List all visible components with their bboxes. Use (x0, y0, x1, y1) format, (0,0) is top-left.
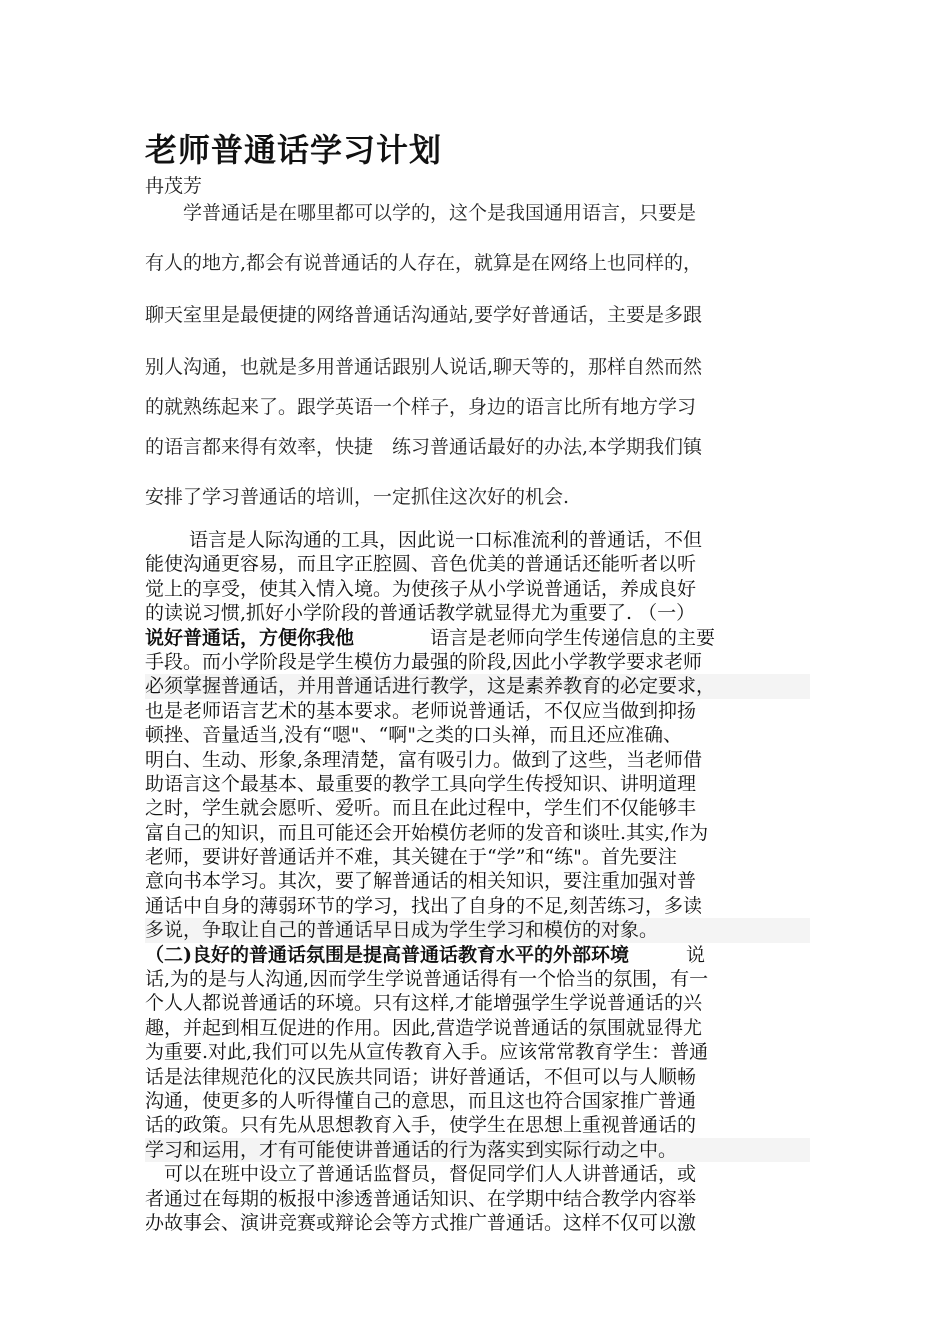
intro-paragraph (145, 200, 810, 510)
body-line (145, 601, 810, 625)
body-line-text: 能使沟通更容易，而且字正腔圆、音色优美的普通话还能听者以听 (145, 553, 697, 576)
body-line-text: 者通过在每期的板报中渗透普通话知识、在学期中结合教学内容举 (145, 1187, 697, 1210)
body-line-text: 的读说习惯,抓好小学阶段的普通话教学就显得尤为重要了. （一） (145, 602, 696, 625)
intro-line: 安排了学习普通话的培训，一定抓住这次好的机会. (145, 486, 570, 508)
section-heading: 说好普通话，方便你我他 (145, 626, 355, 649)
body-line (145, 821, 810, 845)
body-line (145, 1113, 810, 1137)
body-line (145, 1016, 810, 1040)
body-line (145, 1187, 810, 1211)
body-line-text: 语言是人际沟通的工具，因此说一口标准流利的普通话，不但 (145, 529, 703, 551)
body-line-text: 话,为的是与人沟通,因而学生学说普通话得有一个恰当的氛围，有一 (145, 968, 709, 991)
body-line-text: 手段。而小学阶段是学生模仿力最强的阶段,因此小学教学要求老师 (145, 650, 703, 673)
body-line (145, 1040, 810, 1064)
intro-line: 聊天室里是最便捷的网络普通话沟通站,要学好普通话，主要是多跟 (145, 304, 703, 326)
body-line (145, 528, 810, 552)
body-line-text: 富自己的知识，而且可能还会开始模仿老师的发音和谈吐.其实,作为 (145, 821, 709, 844)
body-line-text: 通话中自身的薄弱环节的学习，找出了自身的不足,刻苦练习，多读 (145, 894, 703, 917)
body-line-text: 之时，学生就会愿听、爱听。而且在此过程中，学生们不仅能够丰 (145, 797, 697, 820)
body-line (145, 626, 810, 650)
body-line-text: 顿挫、音量适当,没有“嗯"、“啊"之类的口头禅，而且还应准确、 (145, 724, 682, 747)
body-line (145, 918, 810, 942)
body-line (145, 796, 810, 820)
intro-line: 的语言都来得有效率，快捷 练习普通话最好的办法,本学期我们镇 (145, 436, 703, 458)
body-line (145, 869, 810, 893)
body-line-text: 沟通，使更多的人听得懂自己的意思，而且这也符合国家推广普通 (145, 1089, 697, 1112)
body-line-text: 也是老师语言艺术的基本要求。老师说普通话，不仅应当做到抑扬 (145, 699, 697, 722)
body-line (145, 1162, 810, 1186)
body-line-text: 助语言这个最基本、最重要的教学工具向学生传授知识、讲明道理 (145, 772, 697, 795)
body-line (145, 772, 810, 796)
body-line (145, 1089, 810, 1113)
body-line (145, 674, 810, 698)
body-line-text: 觉上的享受，使其入情入境。为使孩子从小学说普通话，养成良好 (145, 577, 697, 600)
body-line-text: 话的政策。只有先从思想教育入手，使学生在思想上重视普通话的 (145, 1114, 697, 1137)
body-line (145, 894, 810, 918)
body-line-text: 语言是老师向学生传递信息的主要 (354, 626, 716, 649)
body-line-text: 说 (629, 943, 706, 966)
body-line-text: 必须掌握普通话，并用普通话进行教学，这是素养教育的必定要求， (145, 675, 716, 698)
body-line (145, 1065, 810, 1089)
body-line-text: 明白、生动、形象,条理清楚，富有吸引力。做到了这些，当老师借 (145, 748, 703, 771)
intro-line: 的就熟练起来了。跟学英语一个样子，身边的语言比所有地方学习 (145, 396, 697, 418)
body-line-text: 办故事会、演讲竞赛或辩论会等方式推广普通话。这样不仅可以激 (145, 1211, 697, 1234)
body-line-text: 趣，并起到相互促进的作用。因此,营造学说普通话的氛围就显得尤 (145, 1016, 703, 1039)
document-content (145, 128, 810, 1235)
body-line (145, 577, 810, 601)
body-line (145, 650, 810, 674)
body-line-text: 意向书本学习。其次，要了解普通话的相关知识，要注重加强对普 (145, 870, 697, 893)
body-line (145, 699, 810, 723)
intro-line: 学普通话是在哪里都可以学的，这个是我国通用语言，只要是 (145, 202, 697, 224)
body-line-text: 个人人都说普通话的环境。只有这样,才能增强学生学说普通话的兴 (145, 992, 703, 1015)
body-line (145, 723, 810, 747)
body-line-text: 学习和运用，才有可能使讲普通话的行为落实到实际行动之中。 (145, 1138, 678, 1161)
body-line-text: 为重要.对此,我们可以先从宣传教育入手。应该常常教育学生：普通 (145, 1041, 709, 1064)
document-author: 冉茂芳 (145, 175, 203, 197)
body-line (145, 991, 810, 1015)
intro-line: 别人沟通，也就是多用普通话跟别人说话,聊天等的，那样自然而然 (145, 356, 703, 378)
body-line-text: 老师，要讲好普通话并不难，其关键在于“学”和“练"。首先要注 (145, 846, 677, 869)
intro-line: 有人的地方,都会有说普通话的人存在，就算是在网络上也同样的， (145, 252, 703, 274)
body-line-text: 话是法律规范化的汉民族共同语；讲好普通话，不但可以与人顺畅 (145, 1065, 697, 1088)
body-line (145, 943, 810, 967)
body-line (145, 748, 810, 772)
body-line (145, 967, 810, 991)
body-line (145, 1211, 810, 1235)
section-heading: （二)良好的普通话氛围是提高普通话教育水平的外部环境 (145, 943, 629, 966)
body-line (145, 845, 810, 869)
body-line (145, 552, 810, 576)
body-line-text: 可以在班中设立了普通话监督员，督促同学们人人讲普通话，或 (145, 1163, 697, 1186)
body-line-text: 多说，争取让自己的普通话早日成为学生学习和模仿的对象。 (145, 919, 659, 942)
body-line (145, 1138, 810, 1162)
body-text (145, 528, 810, 1235)
document-title: 老师普通话学习计划 (145, 131, 443, 169)
